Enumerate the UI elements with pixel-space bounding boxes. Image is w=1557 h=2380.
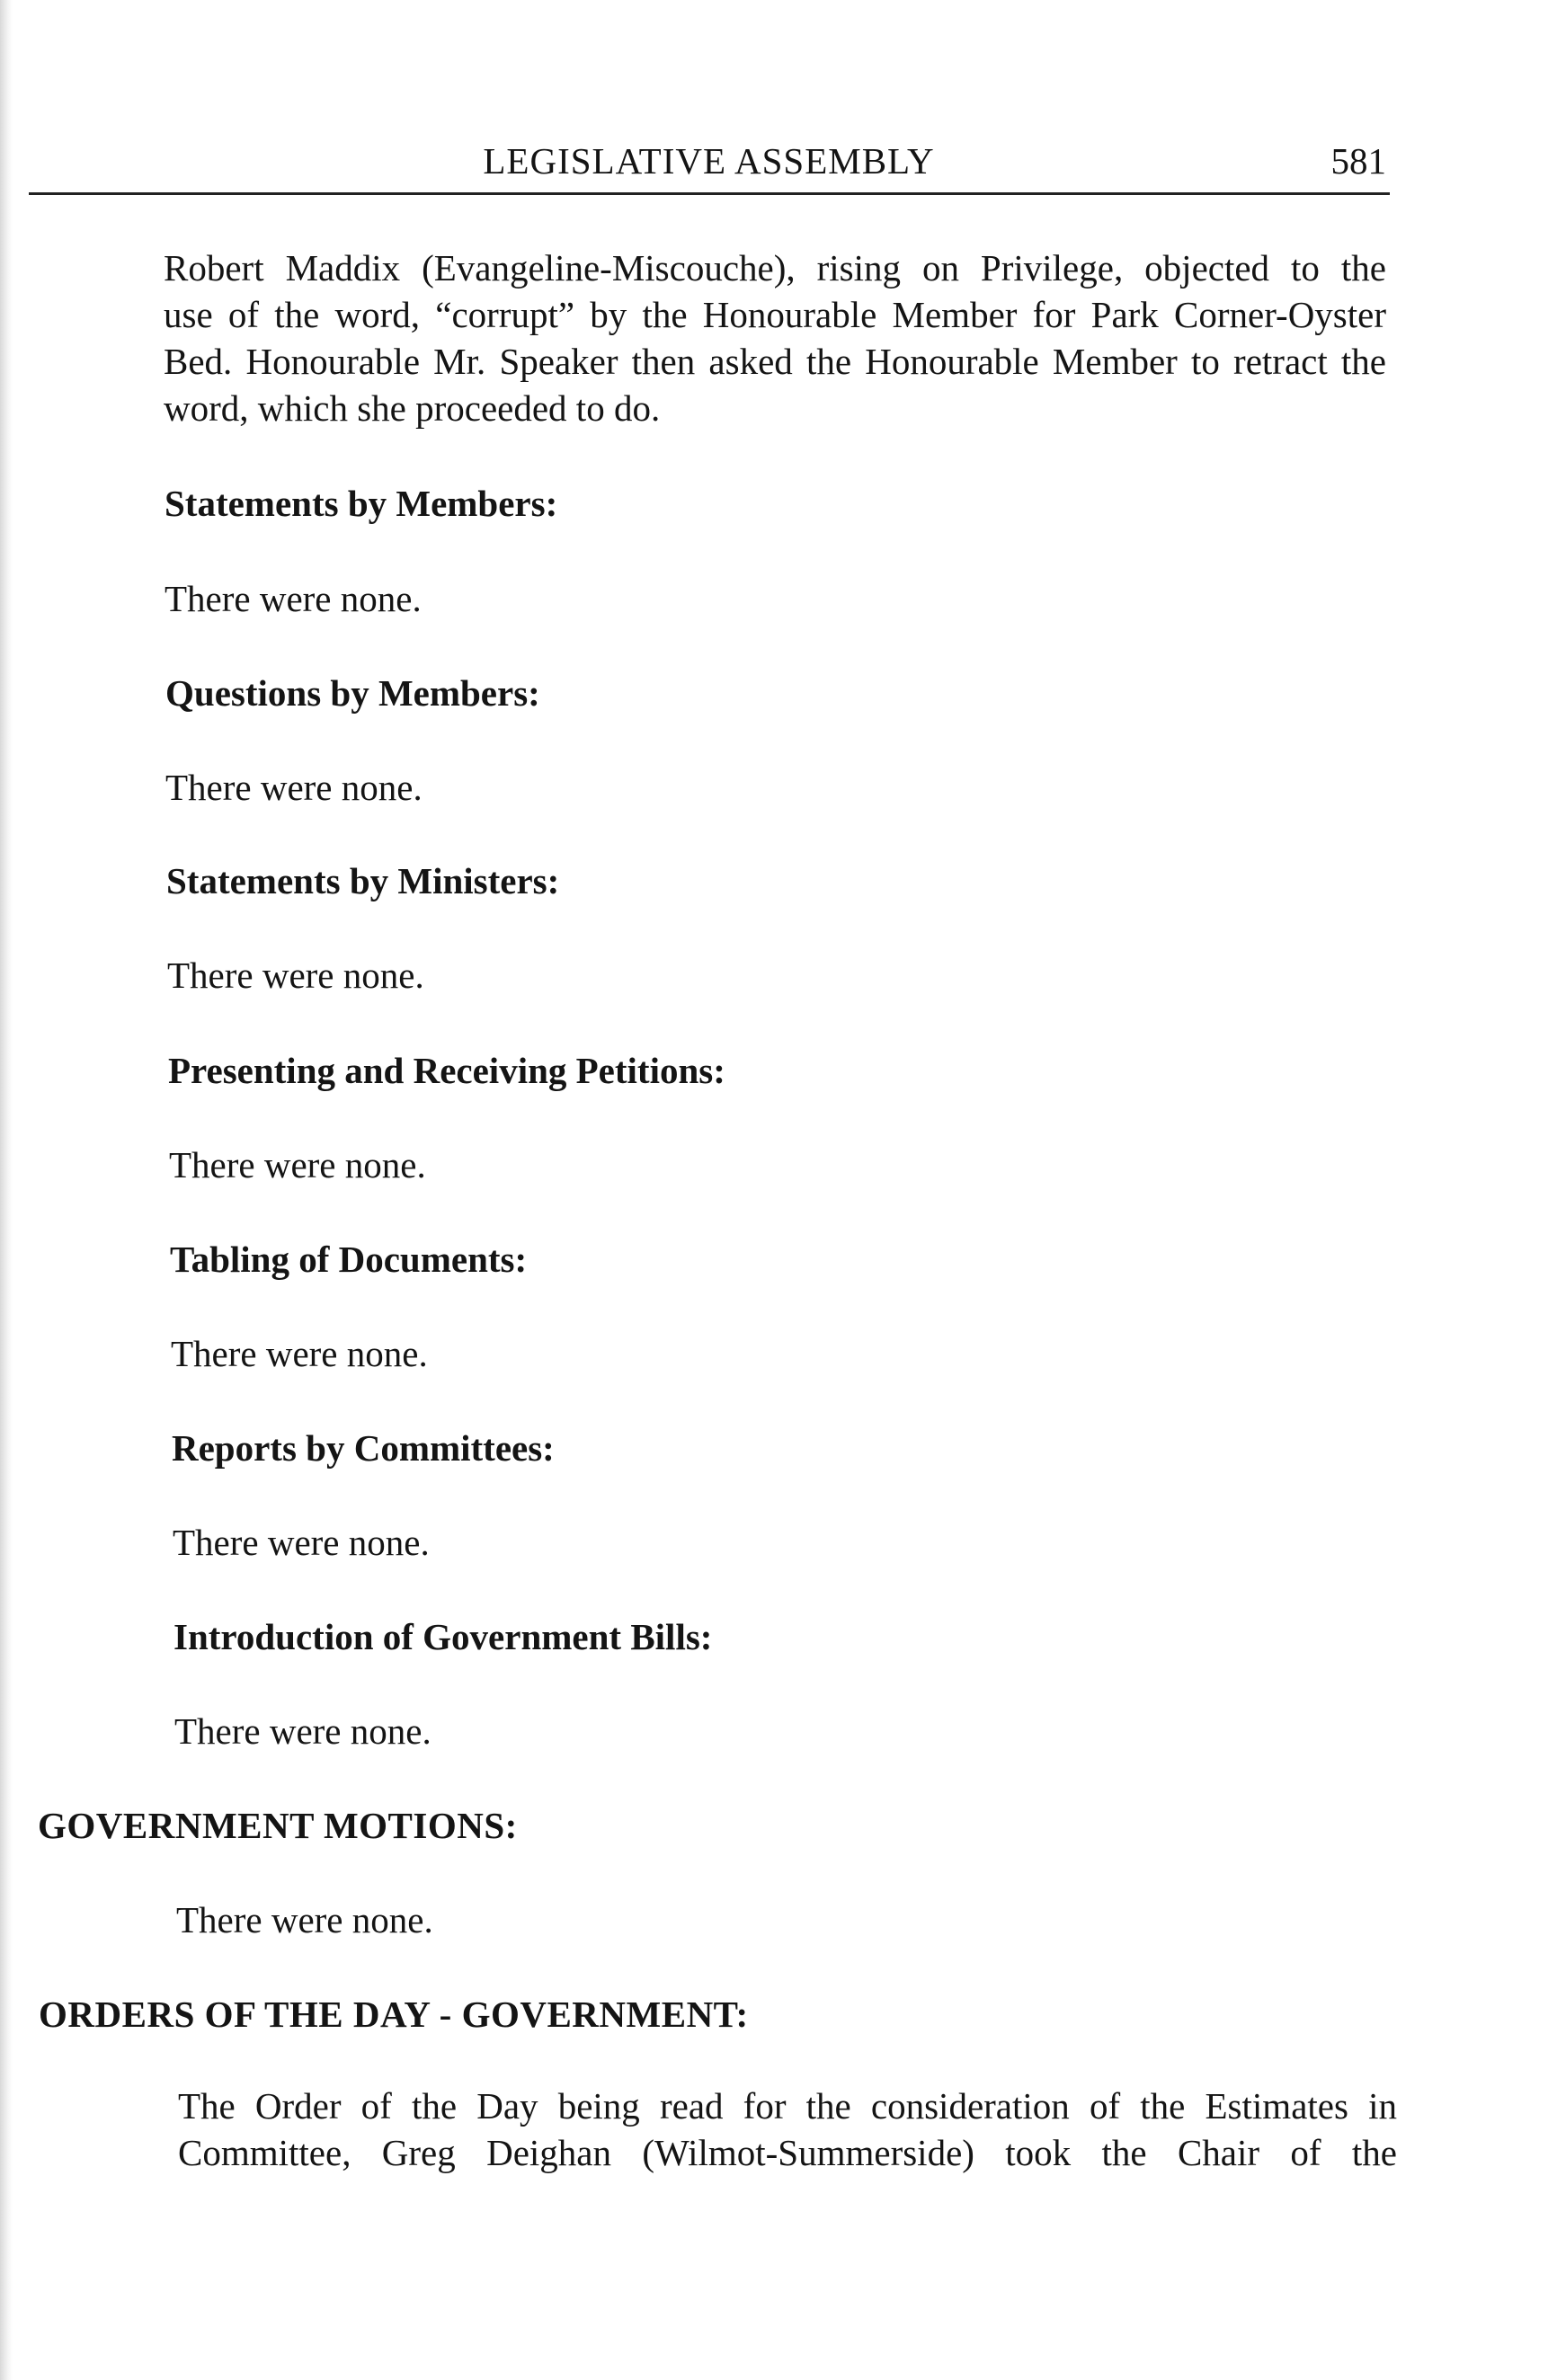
page-header <box>0 139 1557 193</box>
section-heading-questions-by-members: Questions by Members: <box>165 672 540 714</box>
section-body: There were none. <box>167 955 424 996</box>
intro-line: Robert Maddix (Evangeline-Miscouche), rising on Privilege, objected to the <box>164 247 1386 289</box>
intro-line: Bed. Honourable Mr. Speaker then asked the Honourable Member to retract the <box>164 341 1386 382</box>
section-heading-petitions: Presenting and Receiving Petitions: <box>168 1050 725 1091</box>
government-motions-body: There were none. <box>176 1899 433 1940</box>
government-motions-heading: GOVERNMENT MOTIONS: <box>38 1805 518 1846</box>
section-heading-statements-by-ministers: Statements by Ministers: <box>166 860 560 901</box>
orders-line: Committee, Greg Deighan (Wilmot-Summerside) took the Chair of the <box>178 2132 1397 2173</box>
scan-edge-shadow <box>0 0 13 2380</box>
section-heading-reports-by-committees: Reports by Committees: <box>172 1427 555 1469</box>
header-rule <box>29 192 1390 195</box>
intro-line: word, which she proceeded to do. <box>164 387 661 429</box>
section-body: There were none. <box>165 578 422 619</box>
section-body: There were none. <box>165 767 423 808</box>
section-heading-statements-by-members: Statements by Members: <box>165 483 558 524</box>
section-body: There were none. <box>169 1144 426 1186</box>
section-body: There were none. <box>171 1333 428 1374</box>
section-heading-government-bills: Introduction of Government Bills: <box>173 1616 713 1657</box>
section-heading-tabling-of-documents: Tabling of Documents: <box>170 1239 528 1280</box>
intro-line: use of the word, “corrupt” by the Honourable Member for Park Corner-Oyster <box>164 294 1386 335</box>
orders-of-the-day-heading: ORDERS OF THE DAY - GOVERNMENT: <box>39 1994 749 2035</box>
section-body: There were none. <box>174 1710 432 1752</box>
running-title: LEGISLATIVE ASSEMBLY <box>483 140 935 182</box>
orders-line: The Order of the Day being read for the consideration of the Estimates in <box>178 2085 1397 2127</box>
page-number: 581 <box>1330 140 1386 182</box>
section-body: There were none. <box>173 1522 430 1563</box>
